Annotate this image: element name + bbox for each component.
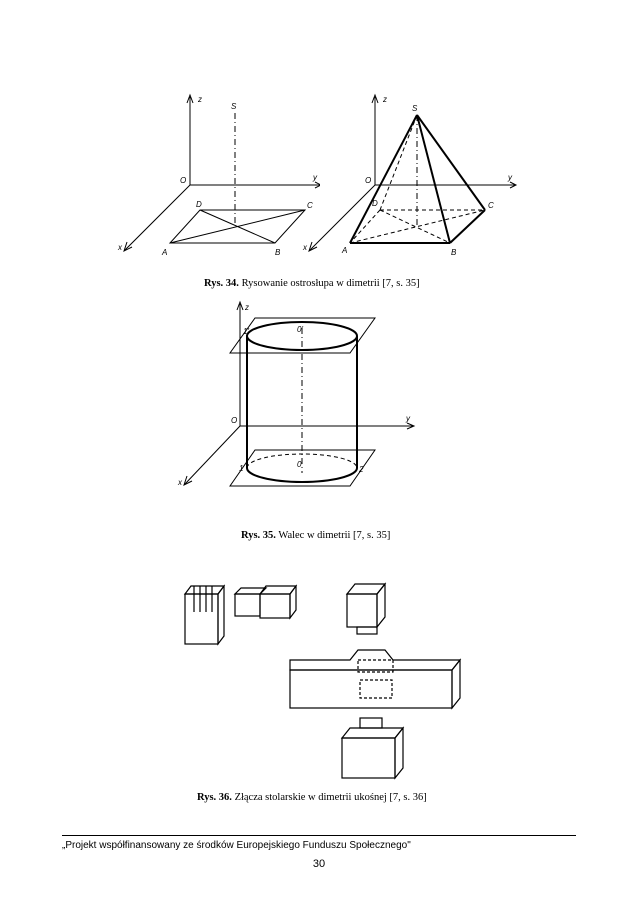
top-block	[347, 584, 385, 634]
svg-text:0': 0'	[297, 325, 303, 334]
svg-text:x: x	[118, 243, 122, 252]
svg-text:y: y	[406, 414, 410, 423]
svg-text:C: C	[488, 201, 494, 210]
figure-34-caption-text: Rysowanie ostrosłupa w dimetrii [7, s. 35]	[241, 278, 420, 289]
page-number: 30	[312, 858, 326, 870]
slotted-post	[185, 586, 224, 644]
svg-text:D: D	[196, 200, 202, 209]
svg-text:0: 0	[297, 460, 302, 469]
svg-text:B: B	[451, 248, 457, 257]
figure-35-caption-text: Walec w dimetrii [7, s. 35]	[278, 530, 391, 541]
svg-text:O: O	[365, 176, 372, 185]
svg-text:z: z	[383, 95, 387, 104]
svg-text:A: A	[342, 246, 348, 255]
bottom-block	[342, 718, 403, 778]
svg-text:z: z	[245, 303, 249, 312]
svg-text:S: S	[231, 102, 237, 111]
svg-text:x: x	[178, 478, 182, 487]
figure-36-caption	[197, 792, 427, 803]
footer-project-text: „Projekt współfinansowany ze środków Europejskiego Funduszu Społecznego"	[62, 840, 411, 851]
svg-text:x: x	[303, 243, 307, 252]
svg-text:y: y	[508, 173, 512, 182]
figure-34-pyramid-left	[110, 85, 320, 265]
svg-text:z: z	[198, 95, 202, 104]
figure-36-number: Rys. 36.	[197, 792, 232, 803]
svg-text:S: S	[412, 104, 418, 113]
svg-text:D: D	[372, 199, 378, 208]
cross-beam	[290, 650, 460, 708]
svg-text:A: A	[162, 248, 168, 257]
svg-text:1: 1	[239, 464, 244, 473]
svg-text:O: O	[180, 176, 187, 185]
svg-text:2: 2	[359, 465, 364, 474]
svg-text:O: O	[231, 416, 238, 425]
figure-34-number: Rys. 34.	[204, 278, 239, 289]
figure-35-number: Rys. 35.	[241, 530, 276, 541]
figure-34-caption	[204, 278, 420, 289]
figure-35-cylinder	[175, 298, 435, 498]
tenon-piece	[235, 586, 296, 618]
svg-text:1': 1'	[243, 327, 249, 336]
svg-text:y: y	[313, 173, 317, 182]
figure-35-caption	[241, 530, 390, 541]
figure-36-joints	[180, 572, 470, 784]
figure-36-caption-text: Złącza stolarskie w dimetrii ukośnej [7, s. 36]	[234, 792, 427, 803]
svg-text:B: B	[275, 248, 281, 257]
footer-rule	[62, 835, 576, 836]
figure-34-pyramid-right	[300, 85, 525, 265]
svg-text:C: C	[307, 201, 313, 210]
